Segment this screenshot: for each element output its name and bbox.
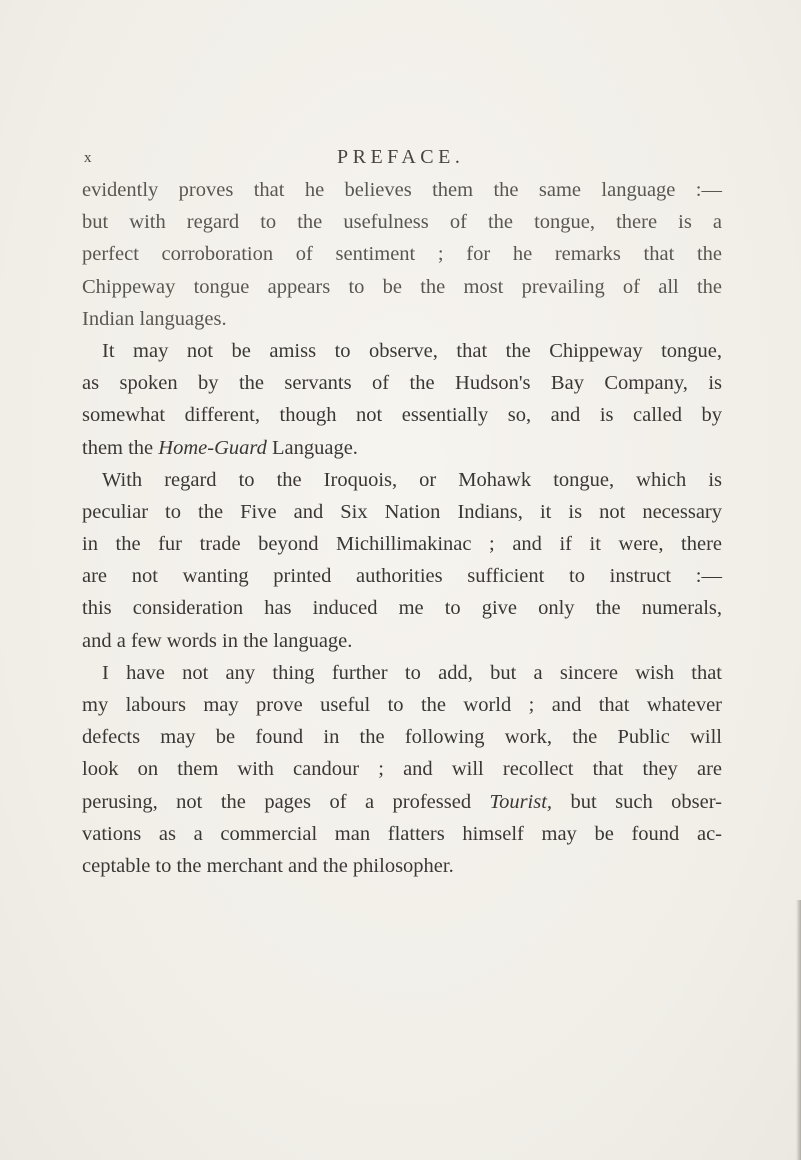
page-edge-shadow xyxy=(796,900,801,1160)
text-segment: are not wanting printed authorities sufficient to instruct :— xyxy=(82,565,722,588)
text-segment: With regard to the Iroquois, or Mohawk tongue, which is xyxy=(102,468,722,491)
preface-text xyxy=(82,174,722,882)
text-line xyxy=(82,753,722,785)
text-line xyxy=(82,432,722,464)
text-line xyxy=(82,689,722,721)
text-line xyxy=(82,206,722,238)
text-line xyxy=(82,367,722,399)
text-line xyxy=(82,657,722,689)
text-segment: I have not any thing further to add, but a sincere wish that xyxy=(102,661,722,684)
text-segment: this consideration has induced me to give only the numerals, xyxy=(82,597,722,620)
text-segment: vations as a commercial man flatters himself may be found ac- xyxy=(82,822,722,845)
text-line xyxy=(82,271,722,303)
text-line xyxy=(82,496,722,528)
text-segment: but with regard to the usefulness of the tongue, there is a xyxy=(82,211,722,234)
text-line xyxy=(82,464,722,496)
text-line xyxy=(82,399,722,431)
text-segment: perfect corroboration of sentiment ; for he remarks that the xyxy=(82,243,722,266)
text-line xyxy=(82,850,722,882)
text-line xyxy=(82,625,722,657)
text-segment: look on them with candour ; and will recollect that they are xyxy=(82,758,722,781)
text-segment: somewhat different, though not essentially so, and is called by xyxy=(82,404,722,427)
running-head: PREFACE. xyxy=(337,146,465,168)
text-line xyxy=(82,303,722,335)
text-line xyxy=(82,528,722,560)
text-line xyxy=(82,818,722,850)
text-segment: Indian languages. xyxy=(82,307,227,330)
text-line xyxy=(82,786,722,818)
page-number: x xyxy=(84,150,93,166)
text-segment: Chippeway tongue appears to be the most prevailing of all the xyxy=(82,275,722,298)
text-segment: my labours may prove useful to the world ; and that whatever xyxy=(82,694,722,716)
text-segment: as spoken by the servants of the Hudson's Bay Company, is xyxy=(82,372,722,395)
text-segment: and a few words in the language. xyxy=(82,629,353,652)
text-segment: perusing, not the pages of a professed xyxy=(82,790,490,813)
text-segment: but such obser- xyxy=(552,790,722,813)
text-segment: them the xyxy=(82,436,159,459)
italic-text: Home-Guard xyxy=(158,436,267,459)
text-segment: ceptable to the merchant and the philosopher. xyxy=(82,854,454,877)
text-line xyxy=(82,560,722,592)
text-line xyxy=(82,592,722,624)
text-segment: defects may be found in the following work, the Public will xyxy=(82,726,722,749)
text-segment: It may not be amiss to observe, that the Chippeway tongue, xyxy=(102,339,722,362)
text-line xyxy=(82,721,722,753)
text-segment: Language. xyxy=(266,436,358,459)
italic-text: Tourist, xyxy=(489,790,553,813)
page-header xyxy=(82,146,722,170)
text-line xyxy=(82,238,722,270)
text-segment: in the fur trade beyond Michillimakinac ; and if it were, there xyxy=(82,533,722,556)
text-segment: evidently proves that he believes them the same language :— xyxy=(82,179,722,201)
text-line xyxy=(82,335,722,367)
text-segment: peculiar to the Five and Six Nation Indians, it is not necessary xyxy=(82,500,722,523)
text-line xyxy=(82,174,722,206)
